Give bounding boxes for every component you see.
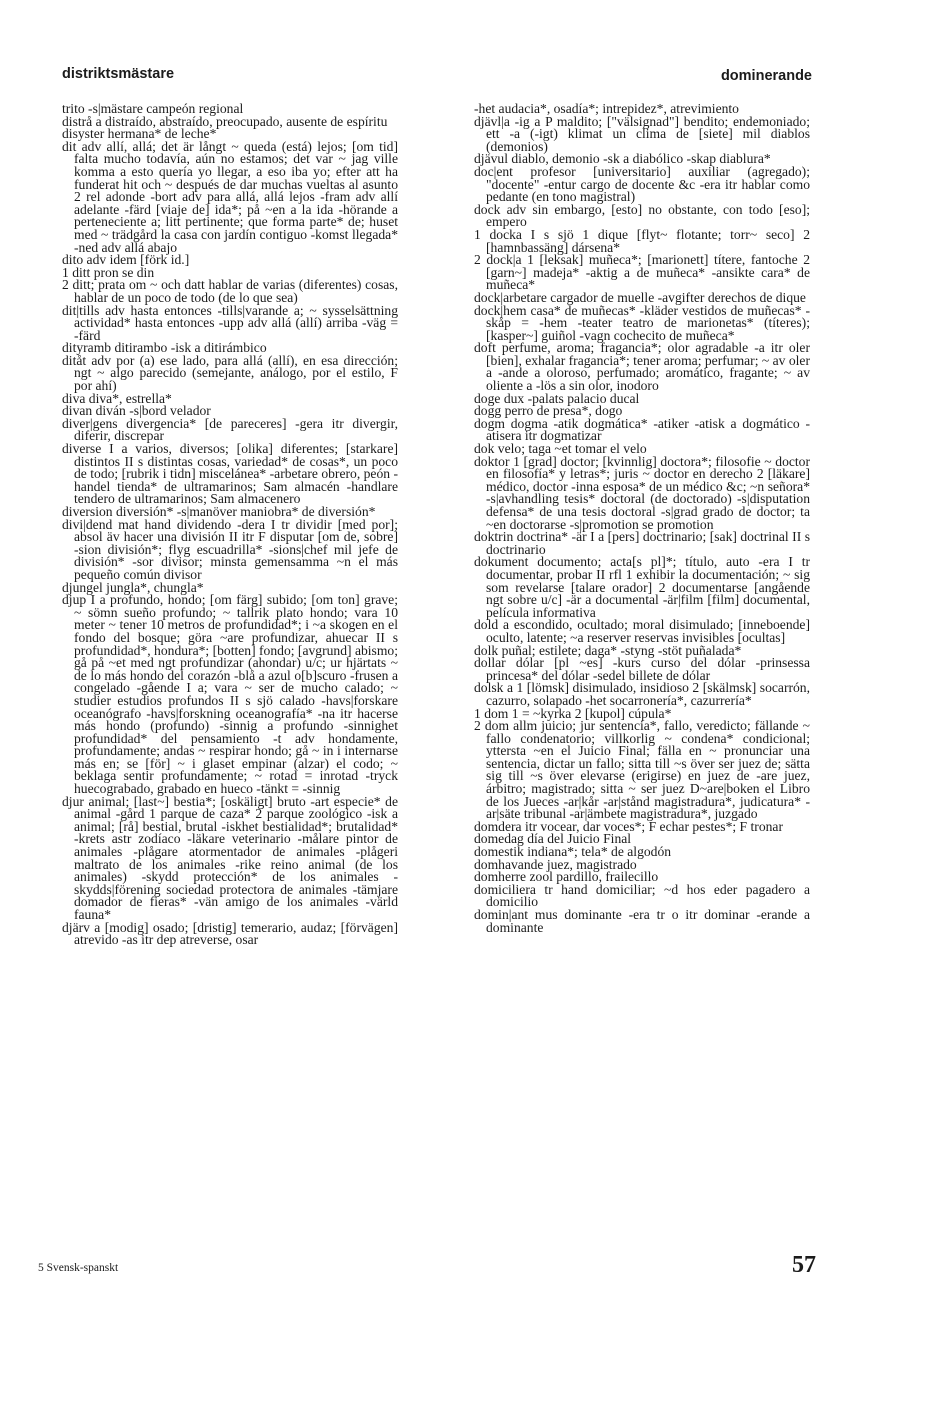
entry: domestik indiana*; tela* de algodón (474, 844, 672, 860)
entry: dito adv idem [förk id.] (62, 252, 190, 268)
entry: djävul diablo, demonio -sk a diabólico -skap diablura* (474, 151, 771, 167)
entry: djärv a [modig] osado; [dristig] temerario, audaz; [förvägen] atrevido -as itr dep atreverse, osar (62, 919, 398, 948)
entry: domiciliera tr hand domiciliar; ~d hos eder pagadero a domicilio (474, 881, 810, 910)
entry: doft perfume, aroma; fragancia*; olor agradable -a itr oler [bien], exhalar fragancia*; tener aroma; perfumar; ~ av oler a -ande a oloroso, perfumado; aromático, fragante; ~ av oliente a -lös a sin olor, inodoro (474, 340, 810, 394)
entry: divi|dend mat hand dividendo -dera I tr dividir [med por]; absol äv hacer una división II itr F disputar [om de, sobre] -sion división*; flyg escuadrilla* -sions|chef mil jefe de división* -sor divisor; minsta gemensamma ~n el más pequeño común divisor (62, 516, 398, 582)
entry: 2 ditt; prata om ~ och datt hablar de varias (diferentes) cosas, hablar de un poco de todo (de lo que sea) (62, 277, 398, 305)
entry: trito -s|mästare campeón regional (62, 101, 244, 116)
entry: diverse I a varios, diversos; [olika] diferentes; [starkare] distintos II s distintas cosas, variedad* de cosas*, un poco de todo; [rubrik i tidn] miscelánea* -arbetare obrero, peón -handel tienda* de ultramarinos; Sam almacén -handlare tendero de ultramarinos; Sam almacenero (62, 441, 398, 507)
entry: dock adv sin embargo, [esto] no obstante, con todo [eso]; empero (474, 201, 810, 230)
entry: dock|hem casa* de muñecas* -kläder vestidos de muñecas* -skåp = -hem -teater teatro de marionetas* (títeres); [kasper~] guiñol -vagn cochecito de muñeca* (474, 302, 810, 343)
entry: dokument documento; acta[s pl]*; título, auto -era I tr documentar, probar II rfl 1 exhibir la documentación; ~ sig som revelarse [talare orador] 2 documentarse [angående ngt sobre u/c] -är a documental -är|film [film] documental, película informativa (474, 554, 810, 620)
entry: 1 dom 1 = ~kyrka 2 [kupol] cúpula* (474, 705, 672, 721)
right-column (474, 103, 810, 934)
left-column (62, 103, 398, 947)
entry: doktrin doctrina* -är I a [pers] doctrinario; [sak] doctrinal II s doctrinario (474, 529, 810, 557)
entry: djävl|a -ig a P maldito; ["välsignad"] bendito; endemoniado; ett -a (-igt) klimat un clima de [siete] mil diablos (demonios) (474, 113, 810, 154)
entry: domin|ant mus dominante -era tr o itr dominar -erande a dominante (474, 907, 810, 935)
entry: 1 docka I s sjö 1 dique [flyt~ flotante; torr~ seco] 2 [hamnbassäng] dársena* (474, 226, 810, 255)
entry: dit|tills adv hasta entonces -tills|varande a; ~ sysselsättning actividad* hasta entonces -upp adv allá (allí) arriba -väg = -färd (62, 302, 398, 343)
entry: distrå a distraído, abstraído, preocupado, ausente de espíritu (62, 113, 388, 129)
guide-word-right: dominerande (720, 68, 812, 84)
entry: djur animal; [last~] bestia*; [oskäligt] bruto -art especie* de animal -gård 1 parque de caza* 2 parque zoológico -isk a animal; [rå] bestial, brutal -iskhet bestialidad*; brutalidad* -krets astr zodíaco -läkare veterinario -målare pintor de animales -plågare atormentador de animales -plågeri maltrato de los animales -rike reino animal (de los animales) -skydd protección* de los animales -skydds|förening sociedad protectora de animales -tämjare domador de fieras* -vän amigo de los animales -värld fauna* (62, 793, 398, 922)
entry: disyster hermana* de leche* (62, 126, 217, 142)
entry: domedag día del Juicio Final (474, 831, 632, 847)
entry: dityramb ditirambo -isk a ditirámbico (62, 340, 267, 356)
entry: divan diván -s|bord velador (62, 403, 211, 419)
entry: 1 ditt pron se din (62, 264, 155, 280)
entry: diversion diversión* -s|manöver maniobra* de diversión* (62, 504, 376, 519)
entry: doge dux -palats palacio ducal (474, 390, 640, 406)
guide-word-left: distriktsmästare (62, 66, 175, 82)
page-number: 57 (792, 1252, 816, 1278)
entry: djup I a profundo, hondo; [om färg] subido; [om ton] grave; ~ sömn sueño profundo; ~ tallrik plato hondo; vara 10 meter ~ tener 10 metros de profundidad*; i ~a skogen en el fondo del bosque; göra ~are profundizar, ahuecar II s profundidad*, hondura*; [botten] fondo; [avgrund] abismo; gå på ~et med ngt profundizar (ahondar) u/c; ur hjärtats ~ de lo más hondo del corazón -blå a azul o[b]scuro -frusen a congelado -gående I a; vara ~ ser de mucho calado; ~ studier estudios profundos II s sjö calado -havs|forskare oceanógrafo -havs|forskning oceanografía* -na itr hacerse más hondo (profundo) -sinnig a profundo -sinnighet profundidad* del pensamiento -t adv hondamente, profundamente; andas ~ respirar hondo; gå ~ in i internarse más en; se [för] ~ i glaset empinar (alzar) el codo; ~ beklaga sentir profundamente; ~ rotad = inrotad -tryck huecograbado, grabado en hueco -tänkt = -sinnig (62, 592, 398, 797)
entry: diver|gens divergencia* [de pareceres] -gera itr divergir, diferir, discrepar (62, 415, 398, 444)
entry: dogm dogma -atik dogmática* -atiker -atisk a dogmático -atisera itr dogmatizar (474, 415, 810, 444)
entry: doc|ent profesor [universitario] auxiliar (agregado); "docente" -entur cargo de docente &c -era itr hablar como pedante (en tono magistral) (474, 163, 810, 205)
entry: djungel jungla*, chungla* (62, 579, 204, 595)
entry: dogg perro de presa*, dogo (474, 403, 623, 419)
entry: -het audacia*, osadía*; intrepidez*, atrevimiento (474, 101, 739, 116)
entry: doktor 1 [grad] doctor; [kvinnlig] doctora*; filosofie ~ doctor en filosofía* y letras*; juris ~ doctor en derecho 2 [läkare] médico, doctor -inna esposa* de un médico &c; ~n señora* -s|avhandling tesis* doctoral (de doctorado) -s|disputation defensa* de una tesis doctoral -s|grad grado de doctor; ta ~en doctorarse -s|promotion se promotion (474, 453, 810, 532)
entry: dit adv allí, allá; det är långt ~ queda (está) lejos; [om tid] falta mucho todavía, aún no estamos; det var ~ jag ville komma a esto quería yo llegar, a eso iba yo; efter att ha funderat hit och ~ después de dar muchas vueltas al asunto 2 rel adonde -bort adv para allá, allá lejos -fram adv allí adelante -färd [viaje de] ida*; på ~en a la ida -hörande a perteneciente a; litt pertinente; que forma parte* de; huset med ~ trädgård la casa con jardín contiguo -komst llegada* -ned adv allá abajo (62, 138, 398, 255)
entry: diva diva*, estrella* (62, 390, 172, 406)
entry: dok velo; taga ~et tomar el velo (474, 441, 647, 457)
entry: domdera itr vocear, dar voces*; F echar pestes*; F tronar (474, 818, 783, 834)
entry: 2 dock|a 1 [leksak] muñeca*; [marionett] títere, fantoche 2 [garn~] madeja* -aktig a de muñeca* -ansikte cara* de muñeca* (474, 252, 810, 293)
entry: dold a escondido, ocultado; moral disimulado; [inneboende] oculto, latente; ~a reserver reservas invisibles [ocultas] (474, 617, 810, 645)
entry: dollar dólar [pl ~es] -kurs curso del dólar -prinsessa princesa* del dólar -sedel billete de dólar (474, 655, 810, 683)
printer-signature: 5 Svensk-spanskt (38, 1262, 119, 1274)
entry: dock|arbetare cargador de muelle -avgifter derechos de dique (474, 289, 806, 305)
entry: 2 dom allm juicio; jur sentencia*, fallo, veredicto; fällande ~ fallo condenatorio; villkorlig ~ condena* condicional; yttersta ~en el Juicio Final; fälla en ~ pronunciar una sentencia, dictar un fallo; sitta till ~s över ser juez de; sätta sig till ~s över elevarse (erigirse) en juez de -are juez, árbitro; magistrado; sitta ~ ser juez D~are|boken el Libro de los Jueces -ar|kår -ar|stånd magistradura*, judicatura* -ar|säte tribunal -ar|ämbete magistradura*, juzgado (474, 718, 810, 822)
entry: domhavande juez, magistrado (474, 856, 637, 872)
entry: ditåt adv por (a) ese lado, para allá (allí), en esa dirección; ngt ~ algo parecido (semejante, análogo, por el estilo, F por ahí) (62, 352, 398, 394)
entry: dolsk a 1 [lömsk] disimulado, insidioso 2 [skälmsk] socarrón, cazurro, solapado -het socarronería*, cazurrería* (474, 680, 810, 708)
entry: dolk puñal; estilete; daga* -styng -stöt puñalada* (474, 642, 742, 658)
entry: domherre zool pardillo, frailecillo (474, 869, 659, 885)
